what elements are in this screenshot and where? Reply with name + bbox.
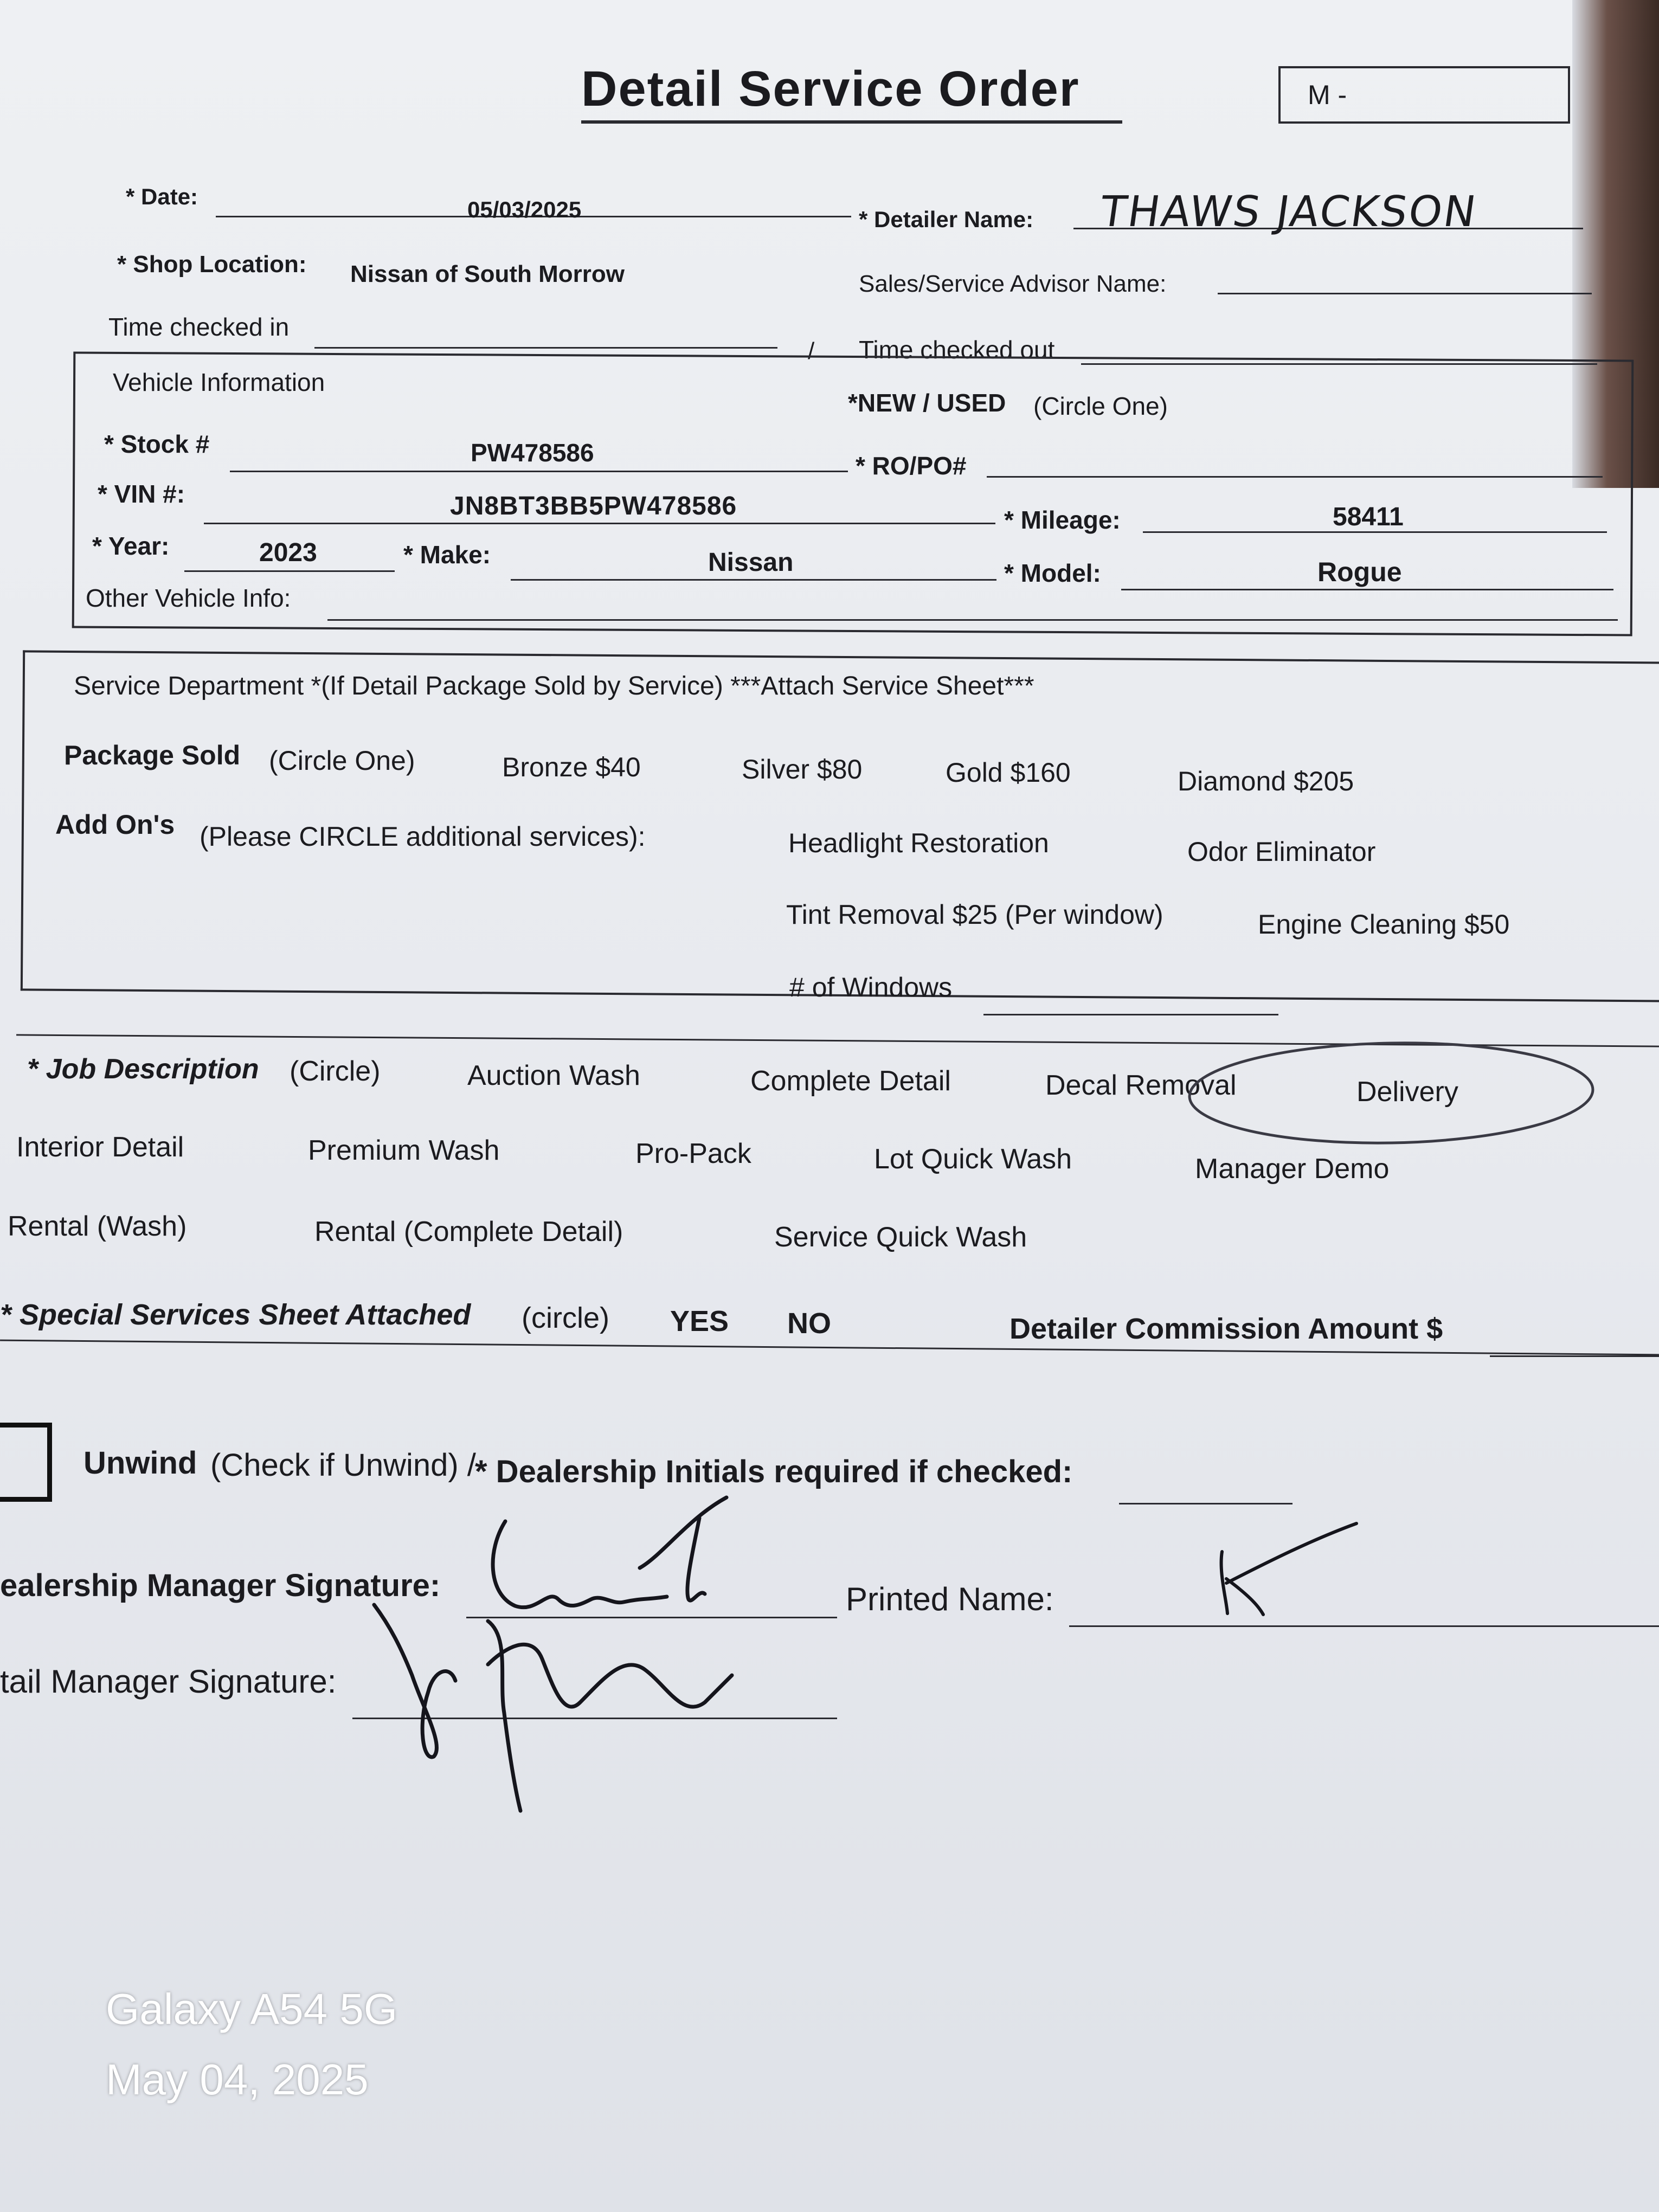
- detailer-label: * Detailer Name:: [859, 207, 1034, 232]
- job-decal-removal[interactable]: Decal Removal: [1045, 1070, 1237, 1101]
- unwind-label: Unwind: [83, 1445, 197, 1481]
- mileage-value[interactable]: 58411: [1333, 503, 1404, 531]
- make-label: * Make:: [403, 541, 491, 569]
- year-value[interactable]: 2023: [259, 538, 317, 567]
- order-number-prefix: M -: [1308, 80, 1347, 110]
- job-delivery[interactable]: Delivery: [1356, 1076, 1458, 1108]
- job-interior-detail[interactable]: Interior Detail: [16, 1131, 184, 1163]
- delivery-circle-mark: [1188, 1040, 1593, 1147]
- job-pro-pack[interactable]: Pro-Pack: [635, 1138, 751, 1169]
- model-label: * Model:: [1004, 559, 1101, 587]
- package-label: Package Sold: [64, 740, 241, 770]
- job-auction-wash[interactable]: Auction Wash: [467, 1060, 640, 1091]
- job-service-quick-wash[interactable]: Service Quick Wash: [774, 1221, 1027, 1253]
- special-services-label: * Special Services Sheet Attached: [0, 1298, 471, 1331]
- addon-headlight-restoration[interactable]: Headlight Restoration: [788, 828, 1049, 858]
- date-value[interactable]: 05/03/2025: [467, 197, 582, 222]
- time-in-label: Time checked in: [108, 313, 290, 341]
- package-gold[interactable]: Gold $160: [946, 757, 1071, 788]
- package-diamond[interactable]: Diamond $205: [1178, 766, 1354, 796]
- detail-manager-signature-mark: [374, 1605, 732, 1811]
- printed-name-label: Printed Name:: [846, 1581, 1054, 1617]
- stock-value[interactable]: PW478586: [471, 439, 594, 467]
- special-no-option[interactable]: NO: [787, 1307, 831, 1340]
- job-rental-wash[interactable]: Rental (Wash): [8, 1211, 187, 1242]
- time-out-label: Time checked out: [859, 336, 1055, 364]
- detailer-value[interactable]: THAWS JACKSON: [1097, 188, 1481, 236]
- addon-odor-eliminator[interactable]: Odor Eliminator: [1187, 837, 1376, 867]
- package-note: (Circle One): [269, 745, 415, 776]
- shop-location-label: * Shop Location:: [117, 251, 307, 278]
- model-value[interactable]: Rogue: [1317, 557, 1402, 587]
- job-lot-quick-wash[interactable]: Lot Quick Wash: [874, 1143, 1072, 1175]
- dealership-manager-signature-label: ealership Manager Signature:: [0, 1568, 441, 1603]
- other-vehicle-info-label: Other Vehicle Info:: [86, 584, 291, 612]
- package-bronze[interactable]: Bronze $40: [502, 752, 641, 782]
- time-slash: /: [808, 338, 815, 364]
- photo-device-stamp: Galaxy A54 5G: [106, 1985, 398, 2033]
- job-manager-demo[interactable]: Manager Demo: [1195, 1153, 1390, 1185]
- unwind-note: (Check if Unwind) /: [210, 1448, 476, 1483]
- printed-name-initials-mark: [1221, 1523, 1356, 1615]
- date-label: * Date:: [126, 184, 198, 209]
- job-description-label: * Job Description: [27, 1053, 259, 1085]
- job-premium-wash[interactable]: Premium Wash: [308, 1135, 500, 1166]
- addons-label: Add On's: [55, 809, 175, 840]
- job-description-note: (Circle): [290, 1056, 381, 1087]
- addon-tint-removal[interactable]: Tint Removal $25 (Per window): [786, 899, 1163, 930]
- shop-location-value[interactable]: Nissan of South Morrow: [350, 261, 625, 287]
- service-dept-heading: Service Department *(If Detail Package Sold by Service) ***Attach Service Sheet***: [74, 672, 1034, 700]
- new-used-label: *NEW / USED: [848, 389, 1006, 417]
- dealership-initials-label: * Dealership Initials required if checked:: [475, 1454, 1073, 1489]
- windows-label: # of Windows: [789, 972, 953, 1002]
- form-title: Detail Service Order: [581, 61, 1080, 117]
- vin-label: * VIN #:: [98, 480, 185, 508]
- stock-label: * Stock #: [104, 430, 210, 458]
- package-silver[interactable]: Silver $80: [742, 754, 863, 785]
- ro-po-label: * RO/PO#: [856, 452, 967, 480]
- year-label: * Year:: [92, 532, 170, 560]
- new-used-note: (Circle One): [1033, 392, 1168, 420]
- vehicle-info-heading: Vehicle Information: [113, 368, 325, 396]
- addons-note: (Please CIRCLE additional services):: [200, 821, 646, 852]
- dealership-manager-signature-mark: [493, 1497, 726, 1607]
- addon-engine-cleaning[interactable]: Engine Cleaning $50: [1258, 909, 1510, 940]
- special-services-note: (circle): [522, 1302, 609, 1334]
- make-value[interactable]: Nissan: [708, 548, 794, 577]
- commission-label: Detailer Commission Amount $: [1009, 1313, 1443, 1345]
- job-complete-detail[interactable]: Complete Detail: [750, 1065, 951, 1097]
- detail-manager-signature-label: tail Manager Signature:: [0, 1663, 337, 1700]
- vin-value[interactable]: JN8BT3BB5PW478586: [450, 492, 737, 520]
- advisor-label: Sales/Service Advisor Name:: [859, 271, 1167, 297]
- mileage-label: * Mileage:: [1004, 506, 1121, 534]
- job-rental-complete-detail[interactable]: Rental (Complete Detail): [314, 1216, 623, 1248]
- photo-date-stamp: May 04, 2025: [106, 2055, 369, 2104]
- special-yes-option[interactable]: YES: [670, 1305, 729, 1338]
